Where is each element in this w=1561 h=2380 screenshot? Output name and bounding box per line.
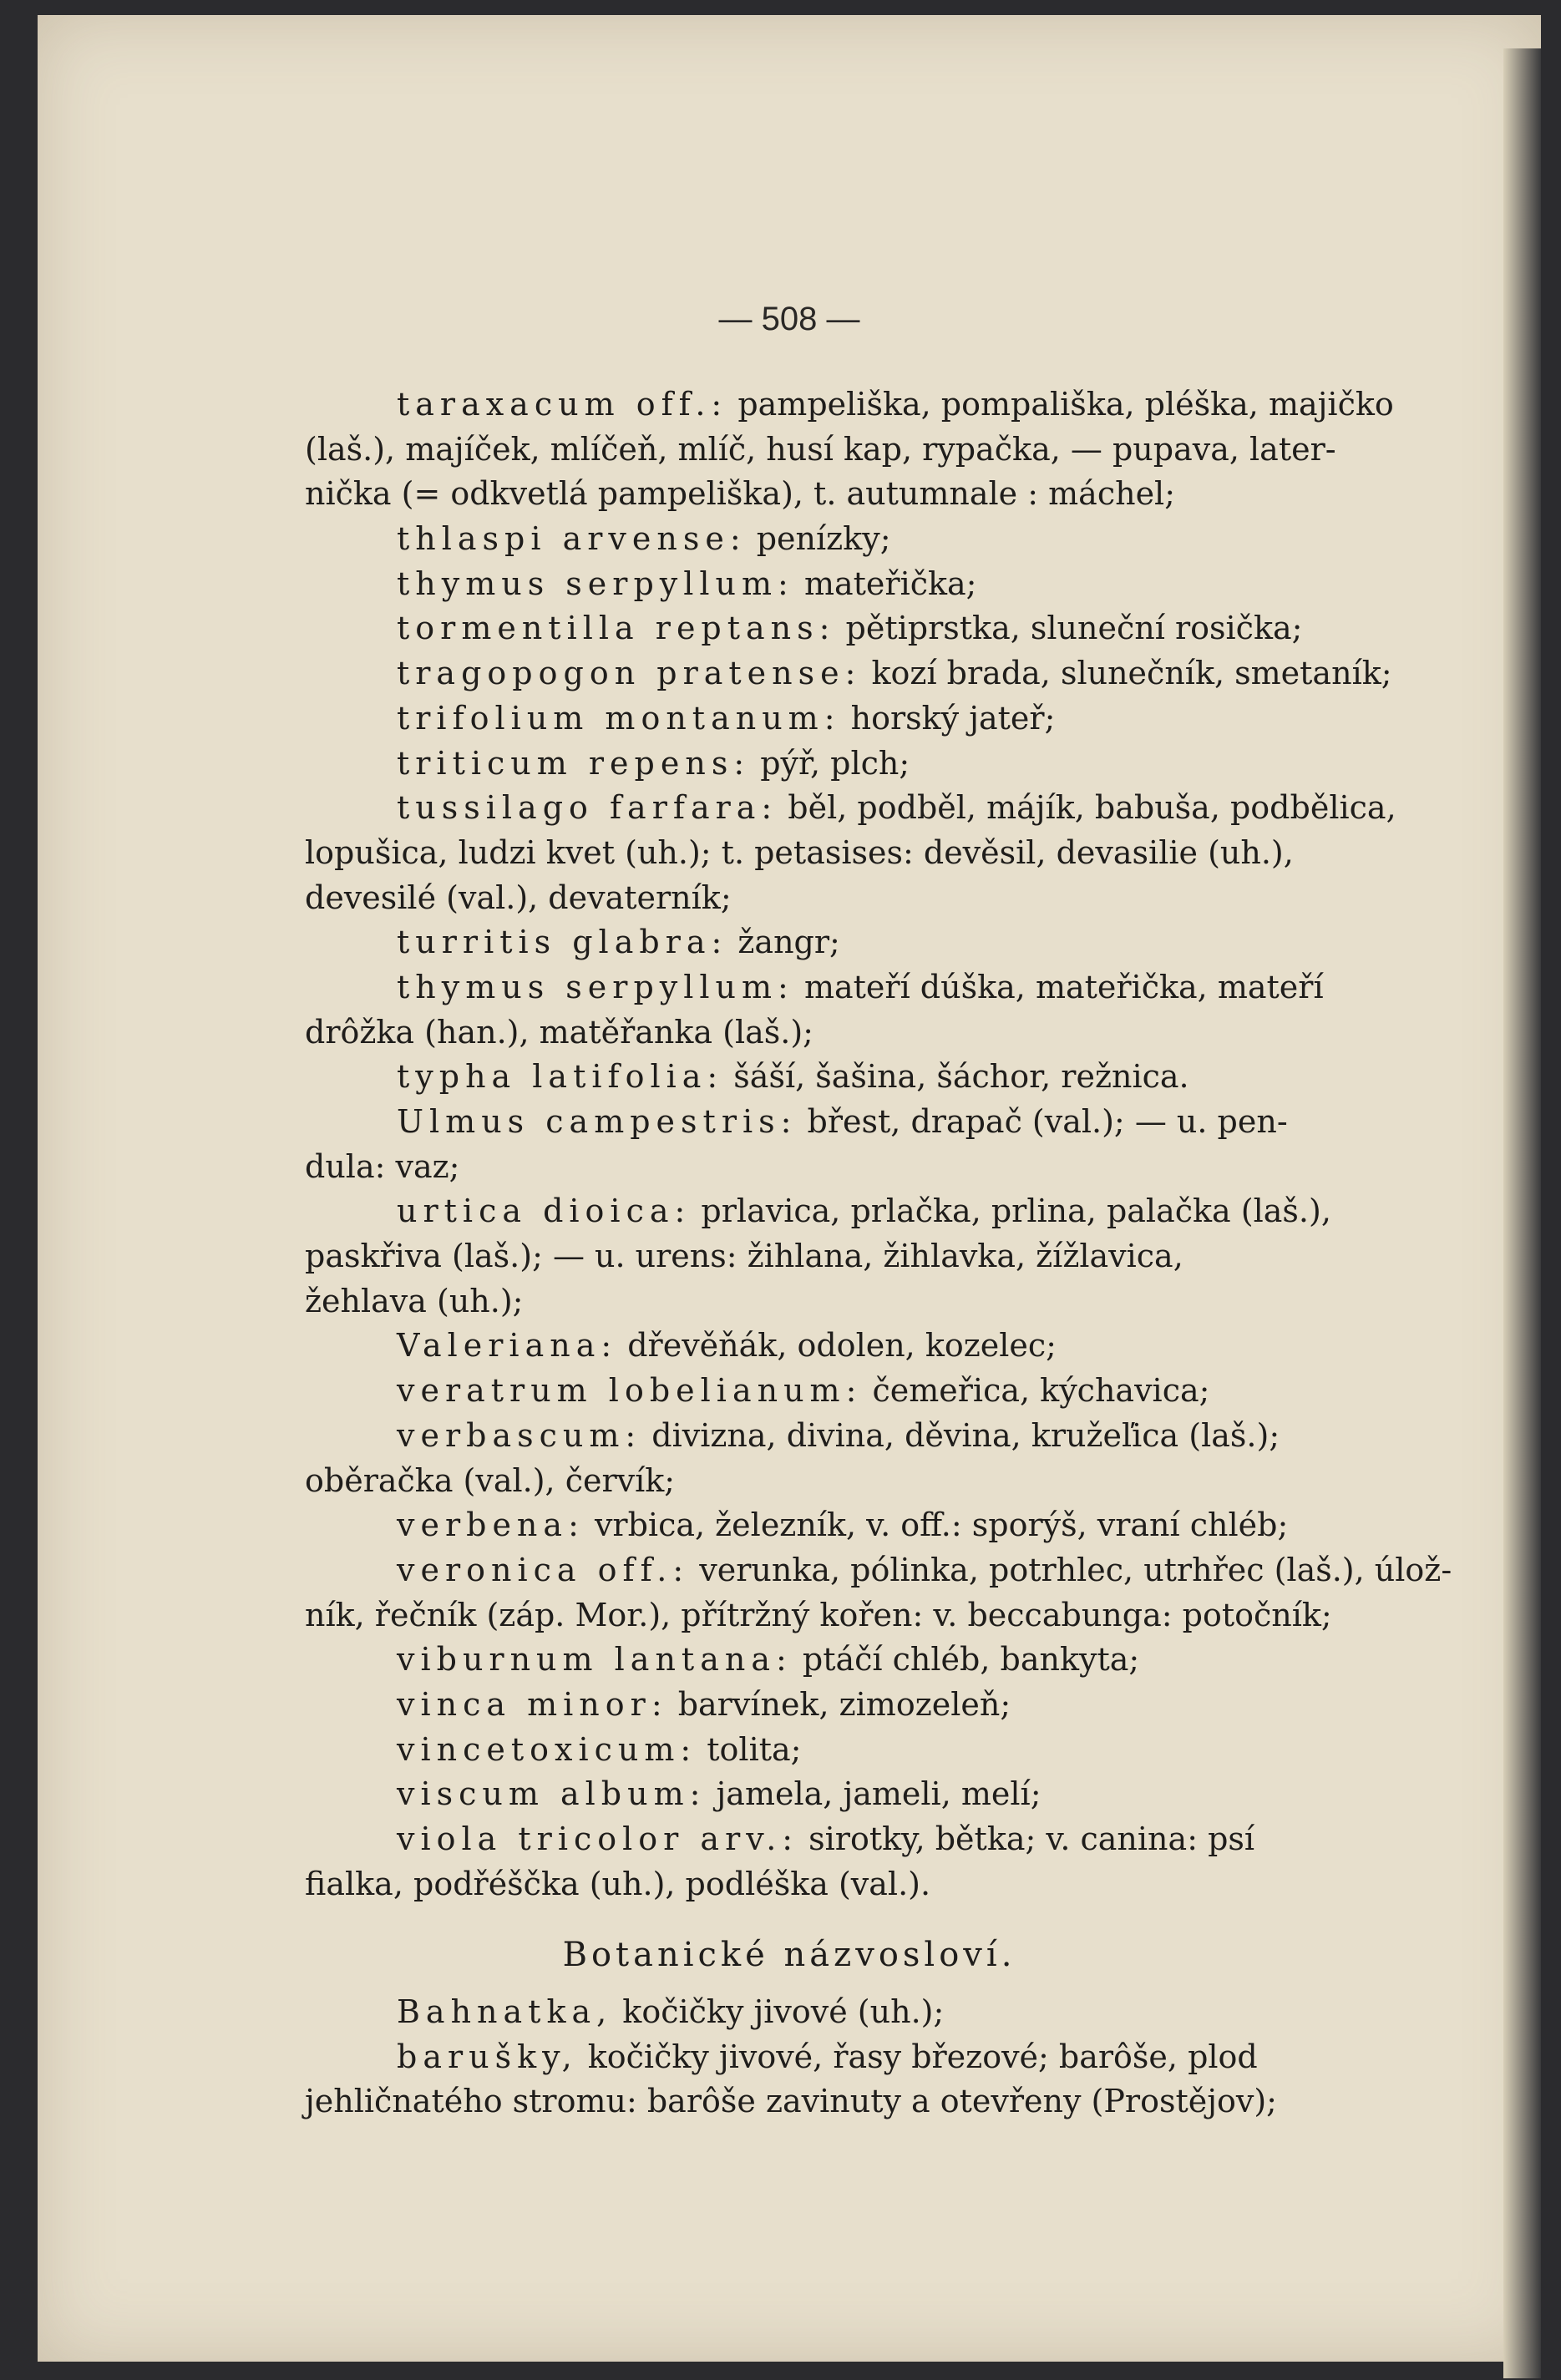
text-line [305,696,1428,742]
line-text: oběračka (val.), červík; [305,1461,676,1499]
text-line [305,1862,1428,1907]
line-text: pýř, plch; [750,744,910,782]
line-text: čemeřica, kýchavica; [862,1372,1210,1410]
species-name: tussilago farfara: [397,789,778,827]
text-line [305,1145,1428,1190]
line-text: mateří dúška, mateřička, mateří [793,968,1324,1005]
line-text: barvínek, zimozeleň; [667,1685,1011,1723]
text-line [305,876,1428,921]
text-line [305,2079,1428,2124]
line-text: břest, drapač (val.); — u. pen- [797,1103,1288,1140]
line-text: jehličnatého stromu: barôše zavinuty a otevřeny (Prostějov); [305,2083,1277,2120]
line-text: penízky; [746,520,891,558]
line-text: nička (= odkvetlá pampeliška), t. autumnale : máchel; [305,475,1176,513]
species-name: thlaspi arvense: [397,520,747,558]
text-line [305,1990,1428,2035]
line-text: žangr; [727,924,840,961]
species-name: barušky, [397,2038,578,2075]
main-text-block [305,382,1452,1907]
text-line [305,428,1428,473]
line-text: tolita; [697,1730,802,1768]
line-text: žehlava (uh.); [305,1282,524,1319]
species-name: thymus serpyllum: [397,565,794,602]
line-text: kočičky jivové, řasy březové; barôše, plod [577,2038,1258,2075]
species-name: tragopogon pratense: [397,655,862,692]
text-line [305,1548,1452,1593]
species-name: viburnum lantana: [397,1641,793,1679]
text-line [305,1055,1428,1100]
line-text: (laš.), majíček, mlíčeň, mlíč, husí kap, rypačka, — pupava, later- [305,430,1336,468]
section-text-block [305,1990,1428,2124]
line-text: paskřiva (laš.); — u. urens: žihlana, žihlavka, žížlavica, [305,1238,1183,1275]
species-name: Valeriana: [397,1327,618,1365]
page-edge-shadow [1503,48,1541,2378]
line-text: divizna, divina, děvina, kružeľica (laš.); [641,1416,1280,1454]
page-number: — 508 — [718,301,860,337]
text-line [305,1638,1428,1683]
text-line [305,562,1428,607]
section-heading: Botanické názvosloví. [562,1936,1016,1974]
line-text: ník, řečník (záp. Mor.), přítržný kořen: v. beccabunga: potočník; [305,1596,1332,1633]
text-line [305,1189,1428,1234]
species-name: Bahnatka, [397,1993,613,2030]
species-name: viscum album: [397,1775,707,1813]
text-line [305,1683,1428,1728]
species-name: verbascum: [397,1416,642,1454]
species-name: vinca minor: [397,1685,668,1723]
text-line [305,1369,1428,1414]
species-name: vincetoxicum: [397,1730,697,1768]
line-text: sirotky, bětka; v. canina: psí [798,1820,1255,1857]
line-text: kozí brada, slunečník, smetaník; [861,655,1392,692]
text-line [305,1010,1428,1056]
species-name: typha latifolia: [397,1058,724,1096]
text-line [305,965,1428,1010]
text-line [305,1324,1428,1369]
species-name: triticum repens: [397,744,751,782]
text-line [305,831,1428,876]
species-name: verbena: [397,1506,585,1544]
line-text: běl, podběl, májík, babuša, podbělica, [778,789,1396,827]
species-name: thymus serpyllum: [397,968,794,1005]
line-text: ptáčí chléb, bankyta; [792,1641,1140,1679]
line-text: dula: vaz; [305,1147,460,1185]
line-text: pětiprstka, sluneční rosička; [835,610,1303,647]
line-text: horský jateř; [840,699,1056,737]
text-line [305,920,1428,965]
line-text: mateřička; [793,565,977,602]
text-line [305,1234,1428,1279]
line-text: pampeliška, pompališka, pléška, majičko [727,386,1394,423]
species-name: veratrum lobelianum: [397,1372,863,1410]
line-text: kočičky jivové (uh.); [612,1993,945,2030]
text-line [305,1100,1428,1145]
line-text: lopušica, ludzi kvet (uh.); t. petasises: devěsil, devasilie (uh.), [305,833,1294,871]
text-line [305,517,1428,562]
line-text: fialka, podřéščka (uh.), podléška (val.). [305,1865,931,1902]
line-text: prlavica, prlačka, prlina, palačka (laš.), [691,1193,1331,1230]
text-line [305,1279,1428,1324]
text-line [305,1503,1428,1548]
text-line [305,1772,1428,1817]
line-text: drôžka (han.), matěřanka (laš.); [305,1013,813,1051]
species-name: urtica dioica: [397,1193,692,1230]
species-name: veronica off.: [397,1551,690,1588]
text-line [305,651,1428,696]
text-line [305,786,1428,831]
species-name: viola tricolor arv.: [397,1820,799,1857]
line-text: jamela, jameli, melí; [706,1775,1042,1813]
text-line [305,1459,1428,1504]
line-text: vrbica, železník, v. off.: sporýš, vraní chléb; [584,1506,1289,1544]
species-name: turritis glabra: [397,924,728,961]
text-line [305,2035,1428,2080]
line-text: dřevěňák, odolen, kozelec; [617,1327,1057,1365]
text-line [305,1817,1428,1862]
line-text: šáší, šašina, šáchor, režnica. [723,1058,1189,1096]
text-line [305,1414,1428,1459]
species-name: tormentilla reptans: [397,610,836,647]
text-line [305,606,1428,651]
text-line [305,1593,1428,1638]
text-line [305,472,1428,517]
text-line [305,1728,1428,1773]
species-name: taraxacum off.: [397,386,728,423]
species-name: trifolium montanum: [397,699,841,737]
text-line [305,742,1428,787]
text-line [305,382,1428,428]
line-text: verunka, pólinka, potrhlec, utrhřec (laš.), úlož- [689,1551,1452,1588]
line-text: devesilé (val.), devaterník; [305,879,732,916]
book-page [38,15,1541,2362]
species-name: Ulmus campestris: [397,1103,798,1140]
